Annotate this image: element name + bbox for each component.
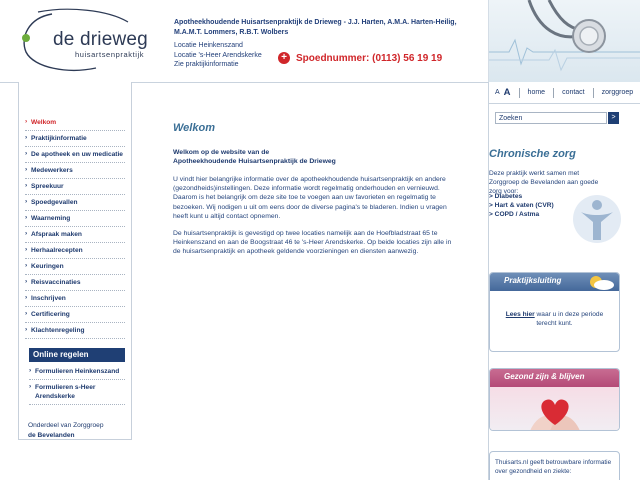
forms-link-heinkenszand[interactable]: › Formulieren Heinkenszand: [29, 364, 125, 380]
chronic-care-heading: Chronische zorg: [489, 148, 576, 160]
emergency-number: [278, 52, 442, 64]
home-link[interactable]: home: [527, 89, 546, 96]
search-submit-button[interactable]: >: [608, 112, 619, 124]
nav-item-certificering[interactable]: › Certificering: [25, 307, 125, 323]
utility-separator: [519, 88, 520, 98]
practice-info-link[interactable]: Zie praktijkinformatie: [174, 61, 239, 68]
main-content: [173, 122, 458, 265]
closure-heading-text: Praktijksluiting: [504, 276, 562, 285]
chronic-care-links: [489, 193, 554, 219]
logo-wordmark: de drieweg: [53, 29, 148, 50]
diabetes-link[interactable]: > Diabetes: [489, 193, 523, 200]
font-size-large-button[interactable]: A: [503, 87, 511, 98]
utility-bar: [489, 82, 640, 104]
plus-circle-icon: +: [278, 52, 290, 64]
nav-item-waarneming[interactable]: › Waarneming: [25, 211, 125, 227]
practice-title: Apotheekhoudende Huisartsenpraktijk de Drieweg - J.J. Harten, A.M.A. Harten-Heilig, M.A.M.T. Lommers, R.B.T. Wolbers: [174, 19, 457, 36]
left-sidebar: [18, 82, 132, 440]
nav-item-reisvaccinaties[interactable]: › Reisvaccinaties: [25, 275, 125, 291]
utility-separator: [593, 88, 594, 98]
body-paragraph-1: U vindt hier belangrijke informatie over de apotheekhoudende huisartsenpraktijk en andere (gezondheids)instellingen. Deze informatie wordt regelmatig onderhouden en vernieuwd. Daarom is het belangrijk om deze site toe te voegen aan uw favorieten en regelmatig te bezoeken. Wij nodigen u uit om eens door de diverse pagina's te bladeren. Indien u vragen heeft kunt u altijd contact opnemen.: [173, 176, 447, 220]
copd-asthma-link[interactable]: > COPD / Astma: [489, 210, 540, 218]
healthy-living-heading: Gezond zijn & blijven: [490, 369, 619, 387]
online-section-heading: Online regelen: [29, 348, 125, 362]
nav-item-praktijkinformatie[interactable]: › Praktijkinformatie: [25, 131, 125, 147]
zorggroep-link[interactable]: zorggroep: [601, 89, 634, 96]
intro-line2: Apotheekhoudende Huisartsenpraktijk de Drieweg: [173, 158, 336, 165]
closure-heading: [490, 273, 619, 291]
nav-item-keuringen[interactable]: › Keuringen: [25, 259, 125, 275]
logo[interactable]: [18, 8, 148, 74]
zorggroep-note-line1: Onderdeel van Zorggroep: [28, 422, 104, 429]
zorggroep-note[interactable]: [28, 421, 125, 441]
thuisarts-text: Thuisarts.nl geeft betrouwbare informatie over gezondheid en ziekte:: [495, 459, 612, 475]
page-title: Welkom: [173, 122, 215, 134]
closure-read-here-link[interactable]: Lees hier: [505, 311, 535, 318]
nav-item-afspraak-maken[interactable]: › Afspraak maken: [25, 227, 125, 243]
thuisarts-box[interactable]: [489, 451, 620, 480]
heart-in-hands-icon: [490, 387, 620, 431]
location-link-heinkenszand[interactable]: Locatie Heinkenszand: [174, 42, 243, 49]
nav-item-spoedgevallen[interactable]: › Spoedgevallen: [25, 195, 125, 211]
nav-item-spreekuur[interactable]: › Spreekuur: [25, 179, 125, 195]
forms-link-s-heer-arendskerke[interactable]: › Formulieren s-Heer Arendskerke: [29, 380, 125, 405]
main-navigation: [19, 115, 131, 339]
nav-item-inschrijven[interactable]: › Inschrijven: [25, 291, 125, 307]
healthy-living-box[interactable]: [489, 368, 620, 431]
heart-hands-image: [490, 387, 619, 431]
right-column: [488, 82, 640, 480]
logo-subtitle: huisartsenpraktijk: [75, 50, 145, 59]
closure-body: [490, 291, 619, 328]
nav-item-herhaalrecepten[interactable]: › Herhaalrecepten: [25, 243, 125, 259]
closure-text: waar u in deze periode terecht kunt.: [534, 311, 604, 327]
nav-item-klachtenregeling[interactable]: › Klachtenregeling: [25, 323, 125, 339]
nav-item-apotheek[interactable]: › De apotheek en uw medicatie: [25, 147, 125, 163]
heart-vessels-link[interactable]: > Hart & vaten (CVR): [489, 201, 554, 209]
contact-link[interactable]: contact: [562, 89, 585, 96]
practice-closure-box: [489, 272, 620, 352]
emergency-number-text: Spoednummer: (0113) 56 19 19: [296, 52, 443, 64]
online-forms-list: [19, 364, 131, 405]
site-header: [0, 0, 640, 82]
utility-separator: [553, 88, 554, 98]
body-paragraph-2: De huisartsenpraktijk is gevestigd op twee locaties namelijk aan de Hoefbladstraat 65 te Heinkenszand en aan de Boogstraat 46 te 's-Heer Arendskerke. Op beide locaties zijn alle in de huisartsenpraktijk en apotheek geldende voorzieningen en diensten aanwezig.: [173, 230, 452, 256]
stethoscope-photo: [488, 0, 640, 82]
sun-cloud-icon: [582, 274, 616, 290]
intro-line1: Welkom op de website van de: [173, 149, 270, 156]
search-input[interactable]: Zoeken: [495, 112, 607, 124]
zorggroep-note-line2: de Bevelanden: [28, 432, 75, 439]
chronic-care-text: Deze praktijk werkt samen met Zorggroep de Bevelanden aan goede zorg voor:: [489, 170, 599, 195]
font-size-small-button[interactable]: A: [495, 89, 500, 96]
zorggroep-figure-icon: [571, 192, 623, 246]
stethoscope-illustration: [489, 0, 640, 82]
nav-item-medewerkers[interactable]: › Medewerkers: [25, 163, 125, 179]
intro-text: [173, 148, 458, 166]
location-link-s-heer-arendskerke[interactable]: Locatie 's-Heer Arendskerke: [174, 51, 262, 59]
nav-item-welkom[interactable]: › Welkom: [25, 115, 125, 131]
